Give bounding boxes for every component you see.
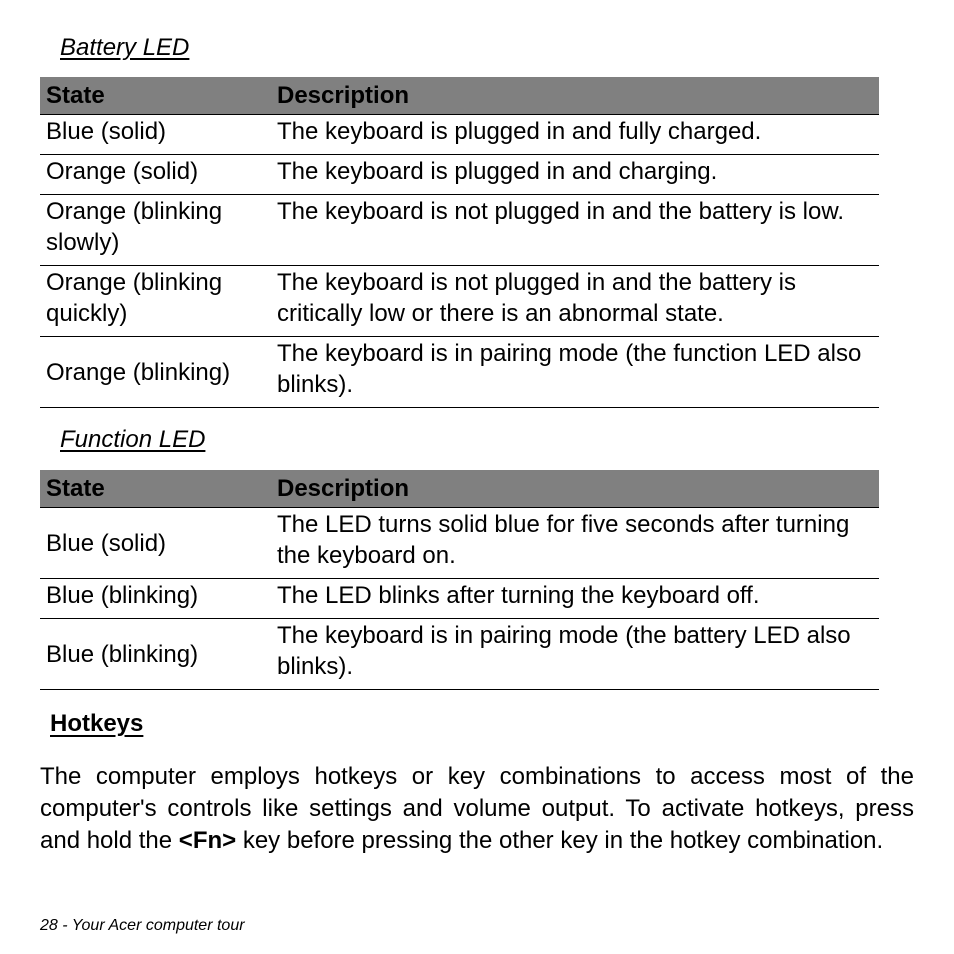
description-cell: The keyboard is not plugged in and the battery is critically low or there is an abnormal state. bbox=[271, 266, 879, 337]
description-cell: The keyboard is plugged in and fully charged. bbox=[271, 115, 879, 155]
state-column-header: State bbox=[40, 470, 271, 508]
state-cell: Blue (solid) bbox=[40, 115, 271, 155]
table-row bbox=[40, 155, 879, 195]
state-column-header: State bbox=[40, 77, 271, 115]
table-header-row bbox=[40, 77, 879, 115]
description-column-header: Description bbox=[271, 77, 879, 115]
function-led-caption: Function LED bbox=[60, 426, 206, 453]
table-row bbox=[40, 115, 879, 155]
description-cell: The keyboard is not plugged in and the battery is low. bbox=[271, 195, 879, 266]
description-cell: The LED turns solid blue for five seconds after turning the keyboard on. bbox=[271, 508, 879, 579]
state-cell: Blue (solid) bbox=[40, 508, 271, 579]
hotkeys-text-before: The computer employs hotkeys or key combinations to access most of the computer's controls like settings and volume output. To activate hotkeys, press and hold the bbox=[40, 763, 914, 854]
fn-key-label: <Fn> bbox=[178, 827, 237, 854]
hotkeys-text-after: key before pressing the other key in the hotkey combination. bbox=[236, 827, 884, 854]
table-row bbox=[40, 508, 879, 579]
hotkeys-paragraph bbox=[40, 761, 914, 857]
function-led-table bbox=[40, 470, 879, 690]
table-row bbox=[40, 337, 879, 408]
battery-led-caption: Battery LED bbox=[60, 34, 190, 61]
state-cell: Orange (solid) bbox=[40, 155, 271, 195]
state-cell: Orange (blinking) bbox=[40, 337, 271, 408]
page-footer: 28 - Your Acer computer tour bbox=[40, 917, 245, 934]
table-row bbox=[40, 619, 879, 690]
battery-led-table bbox=[40, 77, 879, 408]
description-cell: The keyboard is plugged in and charging. bbox=[271, 155, 879, 195]
table-row bbox=[40, 195, 879, 266]
table-header-row bbox=[40, 470, 879, 508]
state-cell: Blue (blinking) bbox=[40, 619, 271, 690]
description-cell: The LED blinks after turning the keyboard off. bbox=[271, 579, 879, 619]
table-row bbox=[40, 266, 879, 337]
state-cell: Blue (blinking) bbox=[40, 579, 271, 619]
description-cell: The keyboard is in pairing mode (the function LED also blinks). bbox=[271, 337, 879, 408]
state-cell: Orange (blinking slowly) bbox=[40, 195, 271, 266]
state-cell: Orange (blinking quickly) bbox=[40, 266, 271, 337]
description-cell: The keyboard is in pairing mode (the battery LED also blinks). bbox=[271, 619, 879, 690]
hotkeys-heading: Hotkeys bbox=[50, 710, 144, 737]
description-column-header: Description bbox=[271, 470, 879, 508]
table-row bbox=[40, 579, 879, 619]
